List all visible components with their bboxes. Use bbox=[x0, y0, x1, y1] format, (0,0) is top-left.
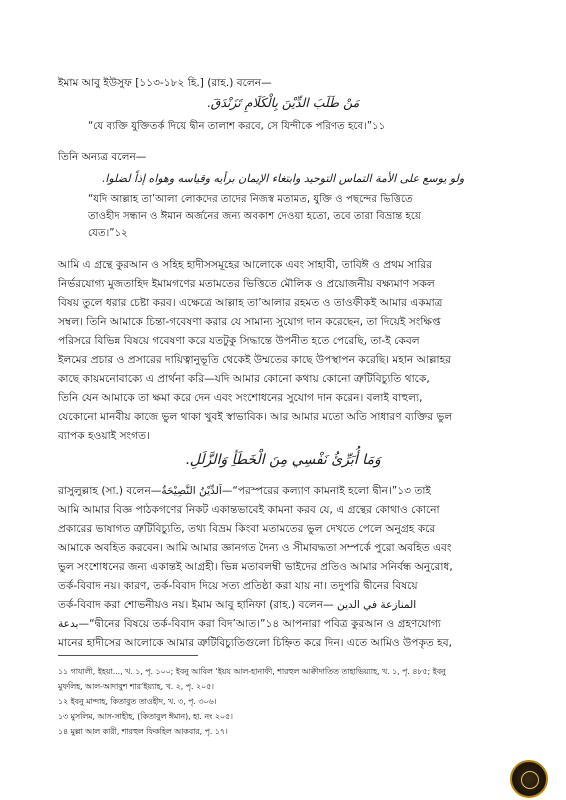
paragraph-1-line: নির্ভরযোগ্য মুজতাহিদ ইমামগণের মতামতের ভিত্তিতে মৌলিক ও প্রয়োজনীয় বক্ষ্যমাণ সকল bbox=[58, 278, 435, 290]
paragraph-1-line: সম্বল। তিনি আমাকে চিন্তা-গবেষণা করার যে সামান্য সুযোগ দান করেছেন, তা দিয়েই সংক্ষিপ্ত bbox=[58, 316, 441, 328]
footnote-item: ১৩ মুসলিম, আস-সাহীহ, (কিতাবুল ঈমান), হা. নং ২০৫। bbox=[58, 712, 233, 721]
paragraph-2-line: আমি আমার বিজ্ঞ পাঠকগণের নিকট একান্তভাবেই কামনা করব যে, এ গ্রন্থের কোথাও কোনো bbox=[58, 504, 440, 516]
footnote-divider bbox=[58, 655, 198, 656]
elsewhere-line: তিনি অন্যত্র বলেন— bbox=[58, 151, 147, 163]
paragraph-2-line: بدعة—“দ্বীনের বিষয়ে তর্ক-বিবাদ করা বিদ’আত।”১৪ আপনারা পবিত্র কুরআন ও গ্রহণযোগ্য bbox=[58, 618, 441, 630]
arabic-quote-2: ولو يوسع على الأمة التماس التوحيد وابتغاء الإيمان برأيه وقياسه وهواه إذاً لضلوا. bbox=[101, 172, 465, 185]
paragraph-2-line: আমাকে অবহিত করবেন। আমি আমার জ্ঞানগত দৈন্য ও সীমাবদ্ধতা সম্পর্কে পুরো অবহিত এবং bbox=[58, 542, 452, 554]
bangla-quote-2-line: “যদি আল্লাহ তা’আলা লোকদের তাদের নিজস্ব মতামত, যুক্তি ও পছন্দের ভিত্তিতে bbox=[88, 194, 413, 205]
paragraph-1-line: আমি এ গ্রন্থে কুরআন ও সহিহ হাদীসসমূহের আলোকে এবং সাহাবী, তাবিঈ ও প্রথম সারির bbox=[58, 259, 433, 271]
paragraph-1-line: ইলমের প্রচার ও প্রসারের দায়িত্বানুভূতি থেকেই উম্মতের কাছে উপস্থাপন করেছি। মহান আল্লাহর bbox=[58, 354, 451, 366]
paragraph-2-line: রাসুলুল্লাহ (সা.) বলেন—اَلدِّيْنُ النَّصِيْحَةُ—“পরস্পরের কল্যাণ কামনাই হলো দ্বীন।”১৩ তাই bbox=[58, 485, 431, 497]
arabic-quote-1: مَنْ طَلَبَ الدِّيْنَ بِالْكَلَامِ تَزَنْدَقَ. bbox=[206, 95, 360, 110]
paragraph-1-line: ব্যাপক হওয়াই সংগত। bbox=[58, 430, 150, 442]
footnote-item: ১৪ মুল্লা আল কারী, শারহুল ফিকহিল আকবার, পৃ. ১৭। bbox=[58, 727, 228, 736]
footnote-item: ১১ গাযালী, ইহয়া..., খ. ১, পৃ. ১০০; ইবনু আবিল ‘ইয়য আল-হানাফী, শারহুল আক্বীদাতিত তাহাভিয়্যাহ, খ. ১, পৃ. ৪৮৫; ইবনু bbox=[58, 667, 446, 676]
footnotes bbox=[58, 664, 518, 739]
bangla-quote-2-line: যেত।”১২ bbox=[88, 228, 128, 239]
paragraph-2-line: মানের হাদীসের আলোকে আমার ত্রুটিবিচ্যুতিগুলো চিহ্নিত করে দিন। এতে আমিও উপকৃত হব, bbox=[58, 637, 452, 649]
paragraph-2-line: প্রকারের ভাষাগত ত্রুটিবিচ্যুতি, তথ্য বিভ্রম কিংবা মতামতের ভুল দেখতে পেলে অনুগ্রহ করে bbox=[58, 523, 436, 535]
paragraph-2-line: ভুল সংশোধনের জন্য একান্তই আগ্রহী। ভিন্ন মতাবলম্বী ভাইদের প্রতিও আমার সনির্বন্ধ অনুরোধ, bbox=[58, 561, 453, 573]
arabic-quote-3: وَمَا أُبَرِّئُ نَفْسِي مِنَ الْخَطَأِ وَالزَّلَلِ. bbox=[185, 452, 381, 468]
bangla-quote-1: “যে ব্যক্তি যুক্তিতর্ক দিয়ে দ্বীন তালাশ করবে, সে যিন্দীকে পরিণত হবে।”১১ bbox=[88, 121, 386, 132]
footnote-item: মুফলিহ, আল-আদাবুশ শার‘ইয়্যাহ, খ. ২, পৃ. ২০৫। bbox=[58, 682, 214, 691]
footnote-item: ১২ ইবনু মান্দাহ, কিতাবুত তাওহীদ, খ. ৩, পৃ. ৩০৬। bbox=[58, 697, 217, 706]
paragraph-2-line: তর্ক-বিবাদ করা শোভনীয়ও নয়। ইমাম আবু হানিফা (রাহ.) বলেন— المنازعة في الدين bbox=[58, 599, 417, 611]
publisher-seal-icon bbox=[510, 760, 548, 798]
bangla-quote-2-line: তাওহীদ সন্ধান ও ঈমান অর্জনের জন্য অবকাশ দেওয়া হতো, তবে তারা বিভ্রান্ত হয়ে bbox=[88, 211, 421, 222]
paragraph-1-line: বিষয় তুলে ধরার চেষ্টা করব। এক্ষেত্রে আল্লাহ তা’আলার রহমত ও তাওফীকই আমার একমাত্র bbox=[58, 297, 443, 309]
paragraph-2-line: তর্ক-বিবাদ নয়। কারণ, তর্ক-বিবাদ দিয়ে সত্য প্রতিষ্ঠা করা যায় না। তদুপরি দ্বীনের বিষয়ে bbox=[58, 580, 418, 592]
paragraph-1-line: কাছে কায়মনোবাক্যে এ প্রার্থনা করি—যদি আমার কোনো কথায় কোনো ত্রুটিবিচ্যুতি থাকে, bbox=[58, 373, 430, 385]
paragraph-1-line: যেকোনো মানবীয় কাজে ভুল থাকা খুবই স্বাভাবিক। আর আমার মতো অতি সাধারণ ব্যক্তির ভুল bbox=[58, 411, 453, 423]
intro-line: ইমাম আবু ইউসুফ [১১৩-১৮২ হি.] (রাহ.) বলেন— bbox=[58, 77, 272, 89]
paragraph-1-line: তিনি যেন আমাকে তা ক্ষমা করে দেন এবং সংশোধনের সুযোগ দান করেন। বলাই বাহুল্য, bbox=[58, 392, 423, 404]
paragraph-1-line: পরিসরে বিভিন্ন বিষয়ে গবেষণা করে যতটুকু সিদ্ধান্তে উপনীত হতে পেরেছি, তা-ই কেবল bbox=[58, 335, 420, 347]
